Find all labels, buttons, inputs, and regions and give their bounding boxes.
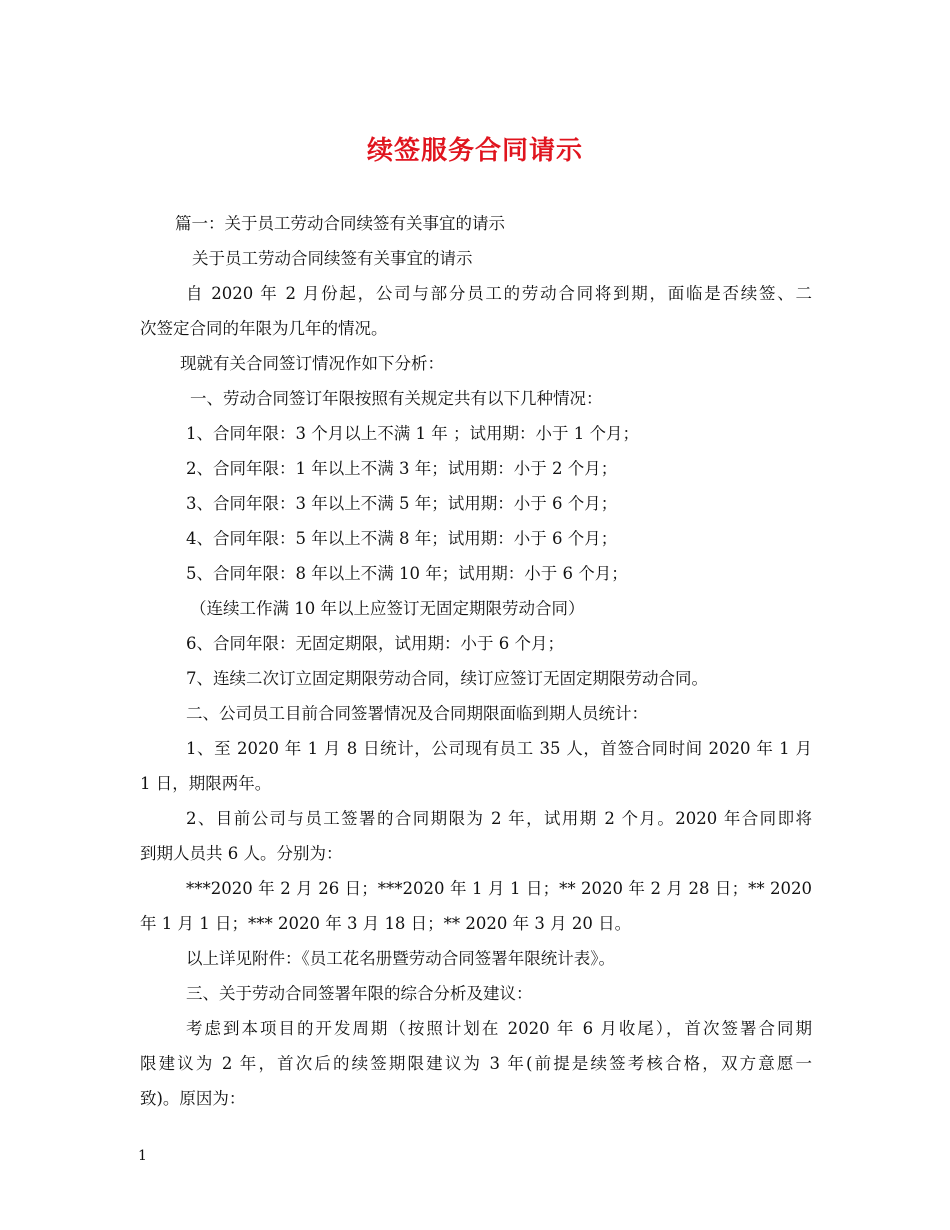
- paragraph-line: 一、劳动合同签订年限按照有关规定共有以下几种情况：: [190, 389, 603, 408]
- paragraph-line: ***2020 年 2 月 26 日；***2020 年 1 月 1 日；** 2020 年 2 月 28 日；** 2020: [186, 879, 812, 898]
- paragraph-line: 次签定合同的年限为几年的情况。: [140, 319, 388, 338]
- paragraph-line: 致)。原因为：: [140, 1089, 246, 1108]
- paragraph-line: 三、关于劳动合同签署年限的综合分析及建议：: [186, 984, 533, 1003]
- document-body: [140, 206, 812, 1116]
- paragraph-line: 自 2020 年 2 月份起，公司与部分员工的劳动合同将到期，面临是否续签、二: [186, 284, 812, 303]
- paragraph-line: 到期人员共 6 人。分别为：: [140, 844, 343, 863]
- paragraph-line: 6、合同年限：无固定期限，试用期：小于 6 个月；: [186, 634, 564, 653]
- paragraph-line: 7、连续二次订立固定期限劳动合同，续订应签订无固定期限劳动合同。: [186, 669, 708, 688]
- paragraph-line: 4、合同年限：5 年以上不满 8 年；试用期：小于 6 个月；: [186, 529, 618, 548]
- paragraph-line: 二、公司员工目前合同签署情况及合同期限面临到期人员统计：: [186, 704, 648, 723]
- paragraph-line: 篇一：关于员工劳动合同续签有关事宜的请示: [175, 214, 505, 233]
- paragraph-line: 1、至 2020 年 1 月 8 日统计，公司现有员工 35 人，首签合同时间 2020 年 1 月: [186, 739, 812, 758]
- paragraph-line: 2、合同年限：1 年以上不满 3 年；试用期：小于 2 个月；: [186, 459, 618, 478]
- paragraph-line: 以上详见附件：《员工花名册暨劳动合同签署年限统计表》。: [186, 949, 615, 968]
- paragraph-line: 考虑到本项目的开发周期（按照计划在 2020 年 6 月收尾），首次签署合同期: [186, 1019, 812, 1038]
- document-title: 续签服务合同请示: [366, 136, 583, 166]
- paragraph-line: 关于员工劳动合同续签有关事宜的请示: [192, 249, 473, 268]
- paragraph-line: 3、合同年限：3 年以上不满 5 年；试用期：小于 6 个月；: [186, 494, 618, 513]
- paragraph-line: 年 1 月 1 日；*** 2020 年 3 月 18 日；** 2020 年 3 月 20 日。: [140, 914, 632, 933]
- paragraph-line: 5、合同年限：8 年以上不满 10 年；试用期：小于 6 个月；: [186, 564, 628, 583]
- paragraph-line: 1 日，期限两年。: [140, 774, 272, 793]
- paragraph-line: 限建议为 2 年，首次后的续签期限建议为 3 年(前提是续签考核合格，双方意愿一: [140, 1054, 812, 1073]
- page-number: 1: [138, 1148, 147, 1164]
- paragraph-line: 现就有关合同签订情况作如下分析：: [180, 354, 444, 373]
- paragraph-line: 2、目前公司与员工签署的合同期限为 2 年，试用期 2 个月。2020 年合同即将: [186, 809, 812, 828]
- paragraph-line: 1、合同年限：3 个月以上不满 1 年 ；试用期：小于 1 个月；: [186, 424, 639, 443]
- paragraph-line: （连续工作满 10 年以上应签订无固定期限劳动合同）: [190, 599, 585, 618]
